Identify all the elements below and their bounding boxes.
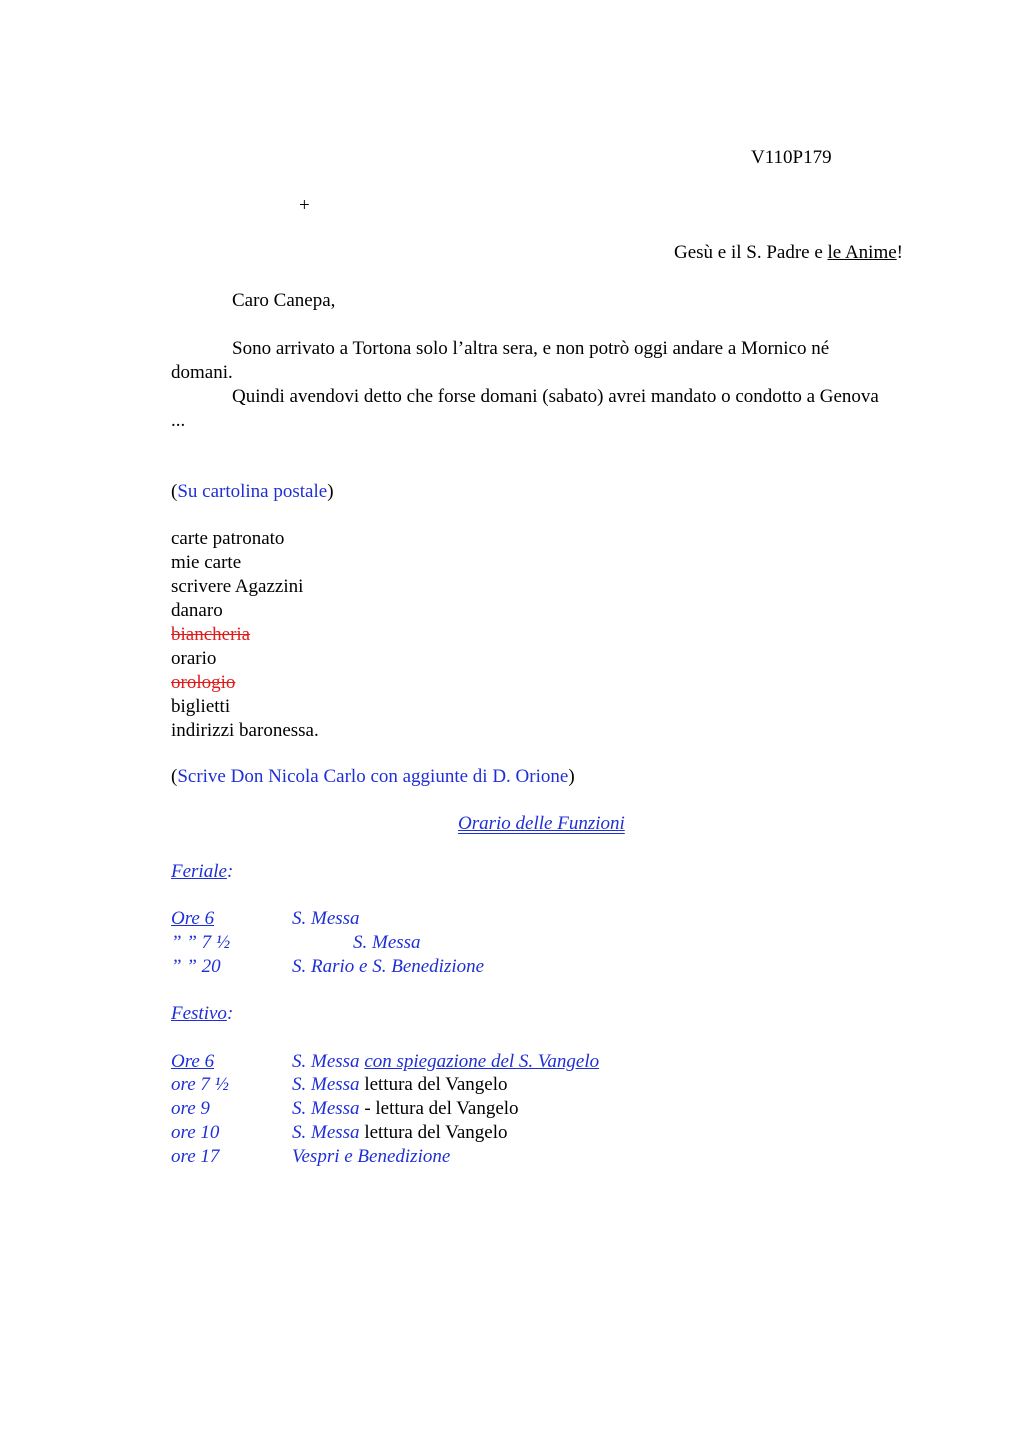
schedule-title: Orario delle Funzioni — [458, 813, 625, 834]
cross-symbol: + — [299, 195, 310, 216]
list-item: biglietti — [171, 696, 231, 717]
salutation-end: ! — [896, 242, 903, 263]
salutation — [674, 241, 903, 265]
time-cell: ” ” 20 — [171, 956, 221, 977]
salutation-text: Gesù e il S. Padre e — [673, 242, 828, 263]
todo-list — [171, 527, 319, 743]
paragraph-1: Sono arrivato a Tortona solo l’altra sera, e non potrò oggi andare a Mornico né domani. — [171, 338, 830, 383]
time-cell: ore 17 — [171, 1146, 220, 1167]
time-cell: ” ” 7 ½ — [171, 932, 231, 953]
desc-cell: S. Rario e S. Benedizione — [292, 956, 485, 977]
time-cell: ore 9 — [171, 1098, 210, 1119]
document-code: V110P179 — [751, 147, 832, 168]
note-writer-text: Scrive Don Nicola Carlo con aggiunte di D. Orione — [177, 766, 569, 787]
list-item-struck: biancheria — [171, 624, 251, 645]
list-item-struck: orologio — [171, 672, 236, 693]
list-item: scrivere Agazzini — [171, 576, 304, 597]
list-item: orario — [171, 648, 217, 669]
paragraph-2: Quindi avendovi detto che forse domani (sabato) avrei mandato o condotto a Genova ... — [171, 386, 879, 431]
desc-cell: S. Messa — [292, 908, 360, 929]
feriale-heading: Feriale: — [171, 861, 234, 882]
salutation-underlined: le Anime — [827, 242, 897, 263]
note-writer: (Scrive Don Nicola Carlo con aggiunte di D. Orione) — [171, 766, 575, 787]
desc-cell: Vespri e Benedizione — [292, 1146, 451, 1167]
time-cell: Ore 6 — [171, 908, 215, 929]
desc-cell: S. Messa - lettura del Vangelo — [292, 1098, 519, 1119]
desc-cell: S. Messa con spiegazione del S. Vangelo — [292, 1051, 600, 1072]
desc-cell: S. Messa — [353, 932, 421, 953]
note-postcard: (Su cartolina postale) — [171, 481, 334, 502]
desc-cell: S. Messa lettura del Vangelo — [292, 1122, 508, 1143]
time-cell: ore 10 — [171, 1122, 220, 1143]
desc-cell: S. Messa lettura del Vangelo — [292, 1074, 508, 1095]
greeting: Caro Canepa, — [232, 290, 336, 311]
note-postcard-text: Su cartolina postale — [177, 481, 328, 502]
festivo-heading: Festivo: — [171, 1003, 234, 1024]
list-item: danaro — [171, 600, 223, 621]
time-cell: Ore 6 — [171, 1051, 215, 1072]
list-item: carte patronato — [171, 528, 285, 549]
list-item: indirizzi baronessa. — [171, 720, 319, 741]
list-item: mie carte — [171, 552, 242, 573]
time-cell: ore 7 ½ — [171, 1074, 229, 1095]
